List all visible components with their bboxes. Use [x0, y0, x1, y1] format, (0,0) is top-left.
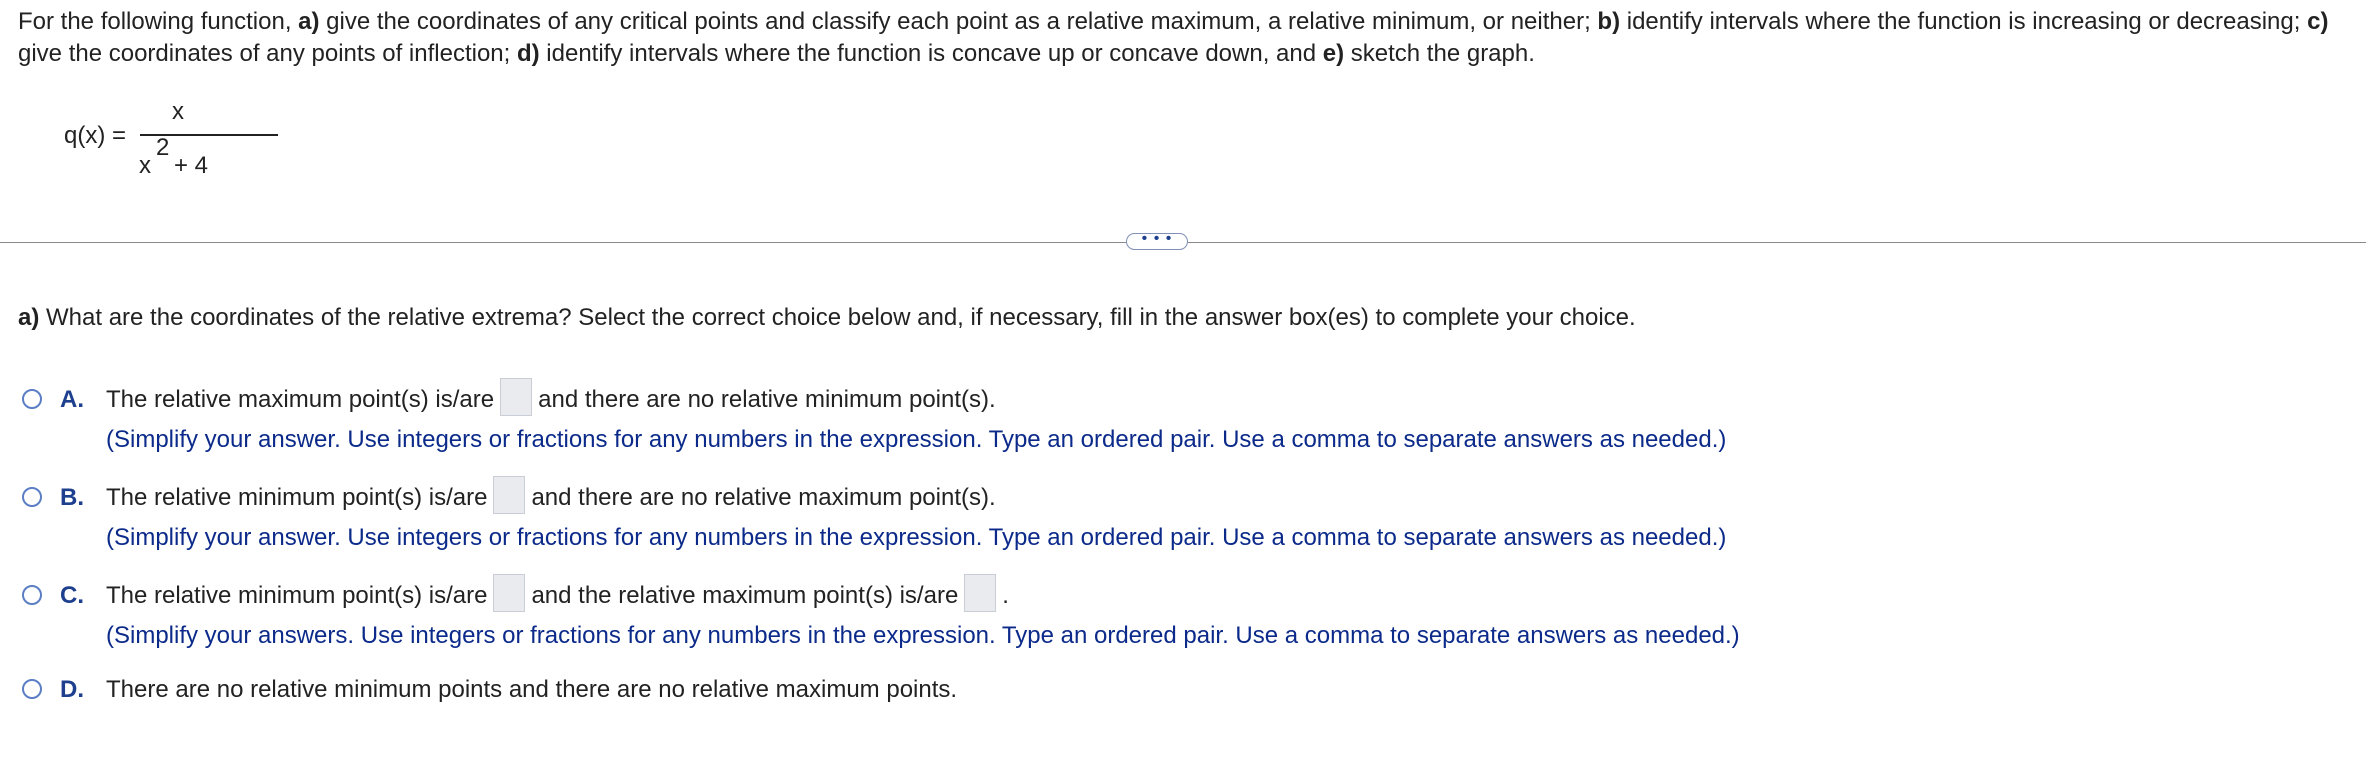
- choice-text: [106, 384, 996, 417]
- choice-letter: D.: [60, 676, 84, 703]
- radio-button-c[interactable]: [22, 585, 42, 605]
- choice-letter: C.: [60, 582, 84, 609]
- choice-letter: B.: [60, 484, 84, 511]
- part-a-label: a): [298, 8, 320, 35]
- answer-box-min[interactable]: [493, 574, 525, 612]
- choice-text-part: The relative minimum point(s) is/are: [106, 582, 488, 609]
- answer-box[interactable]: [493, 476, 525, 514]
- part-b-label: b): [1597, 8, 1621, 35]
- choice-letter: A.: [60, 386, 84, 413]
- choice-hint: (Simplify your answer. Use integers or fractions for any numbers in the expression. Type an ordered pair. Use a comma to separate answers as needed.): [106, 426, 1727, 453]
- denominator-base: x: [139, 152, 151, 179]
- problem-statement: [18, 6, 2348, 70]
- prompt-text: give the coordinates of any critical points and classify each point as a relative maximum, a relative minimum, or neither;: [319, 8, 1598, 35]
- part-e-label: e): [1322, 40, 1345, 67]
- ellipsis-icon: • • •: [1141, 229, 1173, 247]
- choice-text-part: The relative maximum point(s) is/are: [106, 386, 495, 413]
- answer-box[interactable]: [500, 378, 532, 416]
- prompt-text: identify intervals where the function is increasing or decreasing;: [1620, 8, 2308, 35]
- radio-button-b[interactable]: [22, 487, 42, 507]
- choice-text: [106, 482, 996, 515]
- choice-hint: (Simplify your answers. Use integers or fractions for any numbers in the expression. Type an ordered pair. Use a comma to separate answers as needed.): [106, 622, 1740, 649]
- answer-box-max[interactable]: [964, 574, 996, 612]
- prompt-text: sketch the graph.: [1344, 40, 1535, 67]
- function-lhs: q(x) =: [64, 122, 127, 149]
- question-body: What are the coordinates of the relative extrema? Select the correct choice below and, if necessary, fill in the answer box(es) to complete your choice.: [39, 304, 1636, 331]
- choice-text: [106, 580, 1009, 613]
- prompt-text: give the coordinates of any points of inflection;: [18, 40, 517, 67]
- prompt-text: identify intervals where the function is concave up or concave down, and: [539, 40, 1323, 67]
- choice-hint: (Simplify your answer. Use integers or fractions for any numbers in the expression. Type an ordered pair. Use a comma to separate answers as needed.): [106, 524, 1727, 551]
- part-c-label: c): [2307, 8, 2329, 35]
- choice-text-part: and there are no relative maximum point(s).: [531, 484, 996, 511]
- function-expression: [64, 98, 264, 188]
- denominator-exponent: 2: [156, 134, 170, 161]
- denominator-rest: + 4: [174, 152, 209, 179]
- choice-text-part: and there are no relative minimum point(s).: [538, 386, 996, 413]
- choice-text-part: The relative minimum point(s) is/are: [106, 484, 488, 511]
- function-numerator: x: [172, 98, 184, 125]
- expand-button[interactable]: [1126, 229, 1188, 250]
- question-part-label: a): [18, 304, 40, 331]
- prompt-text: For the following function,: [18, 8, 299, 35]
- choice-text-part: and the relative maximum point(s) is/are: [531, 582, 959, 609]
- choice-text-part: .: [1002, 582, 1009, 609]
- radio-button-a[interactable]: [22, 389, 42, 409]
- question-text: [18, 302, 1636, 334]
- radio-button-d[interactable]: [22, 679, 42, 699]
- choice-text: There are no relative minimum points and there are no relative maximum points.: [106, 676, 958, 703]
- part-d-label: d): [516, 40, 540, 67]
